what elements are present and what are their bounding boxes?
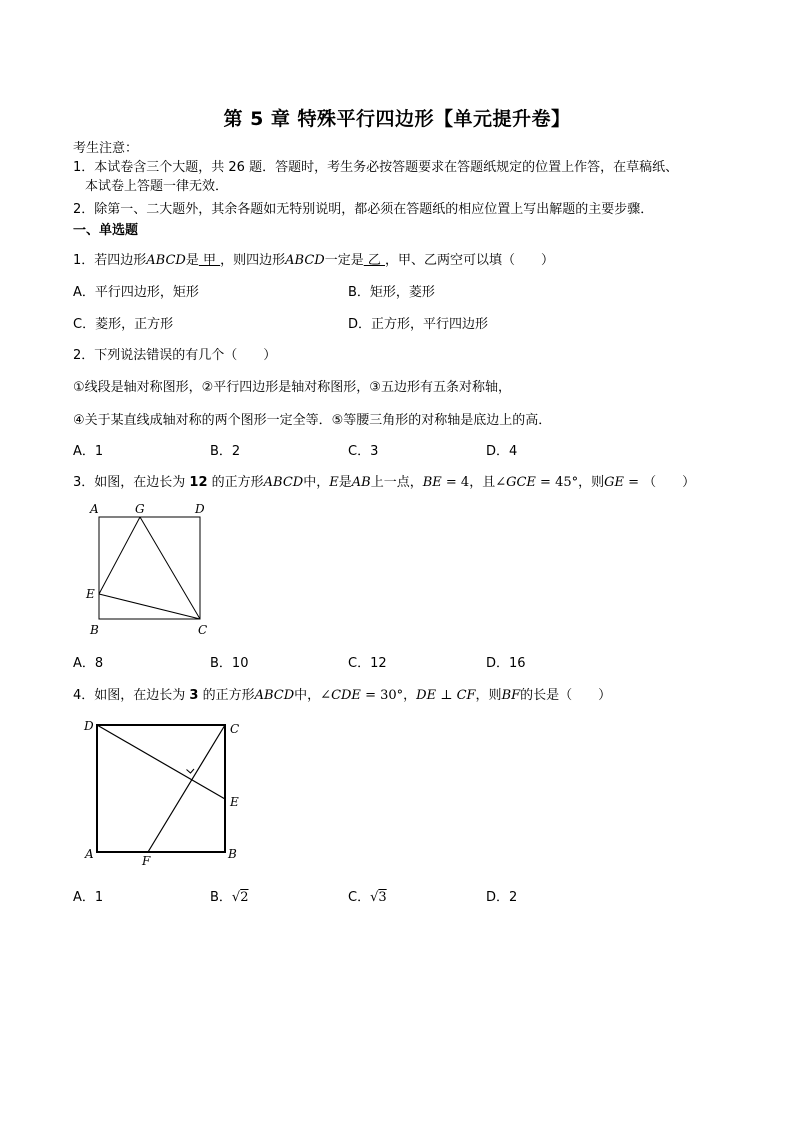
question-2: 2．下列说法错误的有几个（ ） [73, 348, 277, 363]
label-e: E [86, 587, 95, 601]
option-a[interactable]: A．1 [73, 444, 104, 459]
option-a[interactable]: A．8 [73, 656, 104, 671]
option-d[interactable]: D．正方形，平行四边形 [348, 317, 489, 332]
sqrt-symbol: √ [231, 890, 241, 905]
label-d: D [195, 502, 205, 516]
question-1: 1．若四边形ABCD是 甲 ，则四边形ABCD一定是 乙 ，甲、乙两空可以填（ ） [73, 253, 554, 268]
label-a: A [85, 847, 94, 861]
label-b: B [228, 847, 237, 861]
option-c[interactable]: C．菱形，正方形 [73, 317, 174, 332]
label-a: A [90, 502, 99, 516]
option-b[interactable]: B．√2 [210, 890, 249, 905]
option-a[interactable]: A．平行四边形，矩形 [73, 285, 199, 300]
option-c[interactable]: C．3 [348, 444, 379, 459]
statement-line-2: ④关于某直线成轴对称的两个图形一定全等．⑤等腰三角形的对称轴是底边上的高． [73, 413, 552, 428]
option-c[interactable]: C．12 [348, 656, 387, 671]
label-c: C [198, 623, 208, 637]
notice-heading: 考生注意： [73, 141, 139, 156]
question-4: 4．如图，在边长为 3 的正方形ABCD中，∠CDE = 30°，DE ⊥ CF，则BF的长是（ ） [73, 688, 612, 703]
segment-eg [99, 517, 140, 594]
option-a[interactable]: A．1 [73, 890, 104, 905]
label-c: C [230, 722, 240, 736]
option-d[interactable]: D．2 [486, 890, 518, 905]
sqrt-symbol: √ [370, 890, 379, 905]
segment-de [97, 725, 225, 799]
notice-item-1-cont: 本试卷上答题一律无效． [85, 179, 229, 194]
option-d[interactable]: D．4 [486, 444, 518, 459]
right-angle-mark [187, 769, 195, 773]
label-d: D [84, 719, 94, 733]
option-b[interactable]: B．10 [210, 656, 249, 671]
question-3: 3．如图，在边长为 12 的正方形ABCD中，E是AB上一点，BE = 4，且∠GCE = 45°，则GE = （ ） [73, 475, 696, 490]
option-b[interactable]: B．矩形，菱形 [348, 285, 435, 300]
notice-item-1: 1．本试卷含三个大题，共 26 题．答题时，考生务必按答题要求在答题纸规定的位置上作答，在草稿纸、 [73, 160, 679, 175]
statement-line-1: ①线段是轴对称图形，②平行四边形是轴对称图形，③五边形有五条对称轴， [73, 380, 511, 395]
label-f: F [142, 854, 151, 868]
figure-q4 [78, 712, 258, 872]
label-e: E [230, 795, 239, 809]
option-b[interactable]: B．2 [210, 444, 241, 459]
segment-cf [148, 725, 225, 852]
option-d[interactable]: D．16 [486, 656, 526, 671]
section-heading: 一、单选题 [73, 223, 139, 238]
page-title: 第 5 章 特殊平行四边形【单元提升卷】 [223, 108, 571, 130]
segment-gc [140, 517, 200, 619]
segment-ec [99, 594, 200, 619]
option-c[interactable]: C．√3 [348, 890, 387, 905]
notice-item-2: 2．除第一、二大题外，其余各题如无特别说明，都必须在答题纸的相应位置上写出解题的主要步骤． [73, 202, 654, 217]
figure-q3 [80, 498, 220, 640]
label-g: G [135, 502, 145, 516]
label-b: B [90, 623, 99, 637]
